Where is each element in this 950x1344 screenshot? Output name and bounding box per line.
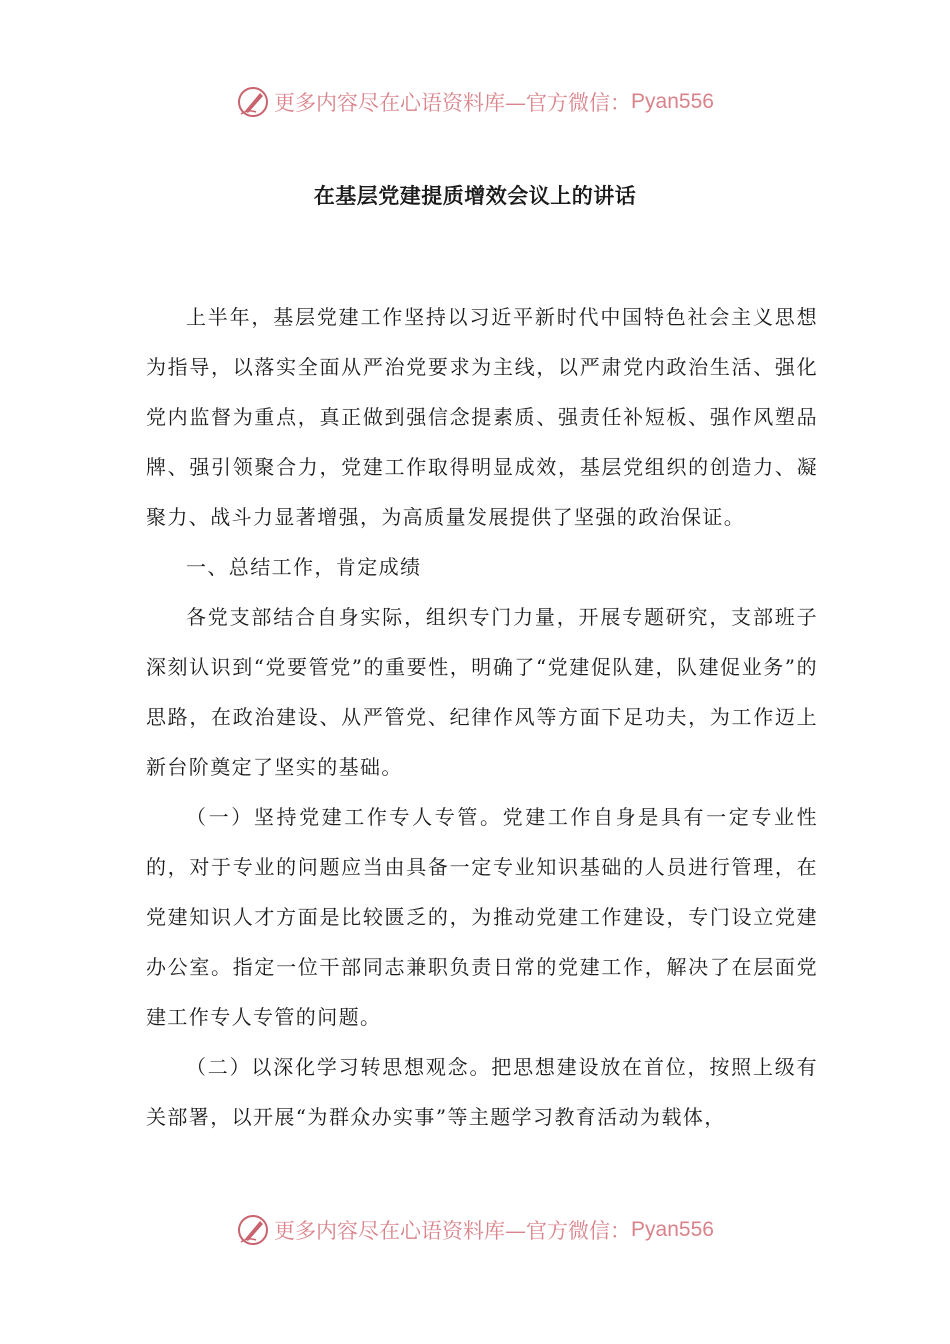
quill-pen-circle-icon: [236, 85, 270, 119]
document-title: 在基层党建提质增效会议上的讲话: [313, 184, 637, 208]
watermark-header: [0, 82, 950, 122]
watermark-text: 更多内容尽在心语资料库—官方微信：: [274, 1219, 632, 1243]
watermark-wechat-id: Pyan556: [631, 90, 714, 113]
document-body: [146, 292, 818, 1142]
quill-pen-circle-icon: [236, 1213, 270, 1247]
watermark-wechat-id: Pyan556: [631, 1218, 714, 1241]
paragraph-intro: 上半年，基层党建工作坚持以习近平新时代中国特色社会主义思想为指导，以落实全面从严治党要求为主线，以严肃党内政治生活、强化党内监督为重点，真正做到强信念提素质、强责任补短板、强作风塑品牌、强引领聚合力，党建工作取得明显成效，基层党组织的创造力、凝聚力、战斗力显著增强，为高质量发展提供了坚强的政治保证。: [146, 305, 818, 529]
paragraph-item-2: （二）以深化学习转思想观念。把思想建设放在首位，按照上级有关部署，以开展“为群众办实事”等主题学习教育活动为载体，: [146, 1055, 818, 1129]
paragraph-summary: 各党支部结合自身实际，组织专门力量，开展专题研究，支部班子深刻认识到“党要管党”的重要性，明确了“党建促队建，队建促业务”的思路，在政治建设、从严管党、纪律作风等方面下足功夫，为工作迈上新台阶奠定了坚实的基础。: [146, 605, 818, 779]
section-heading: 一、总结工作，肯定成绩: [186, 555, 422, 579]
watermark-footer: [0, 1210, 950, 1250]
watermark-text: 更多内容尽在心语资料库—官方微信：: [274, 91, 632, 115]
paragraph-item-1: （一）坚持党建工作专人专管。党建工作自身是具有一定专业性的，对于专业的问题应当由具备一定专业知识基础的人员进行管理，在党建知识人才方面是比较匮乏的，为推动党建工作建设，专门设立党建办公室。指定一位干部同志兼职负责日常的党建工作，解决了在层面党建工作专人专管的问题。: [146, 805, 818, 1029]
